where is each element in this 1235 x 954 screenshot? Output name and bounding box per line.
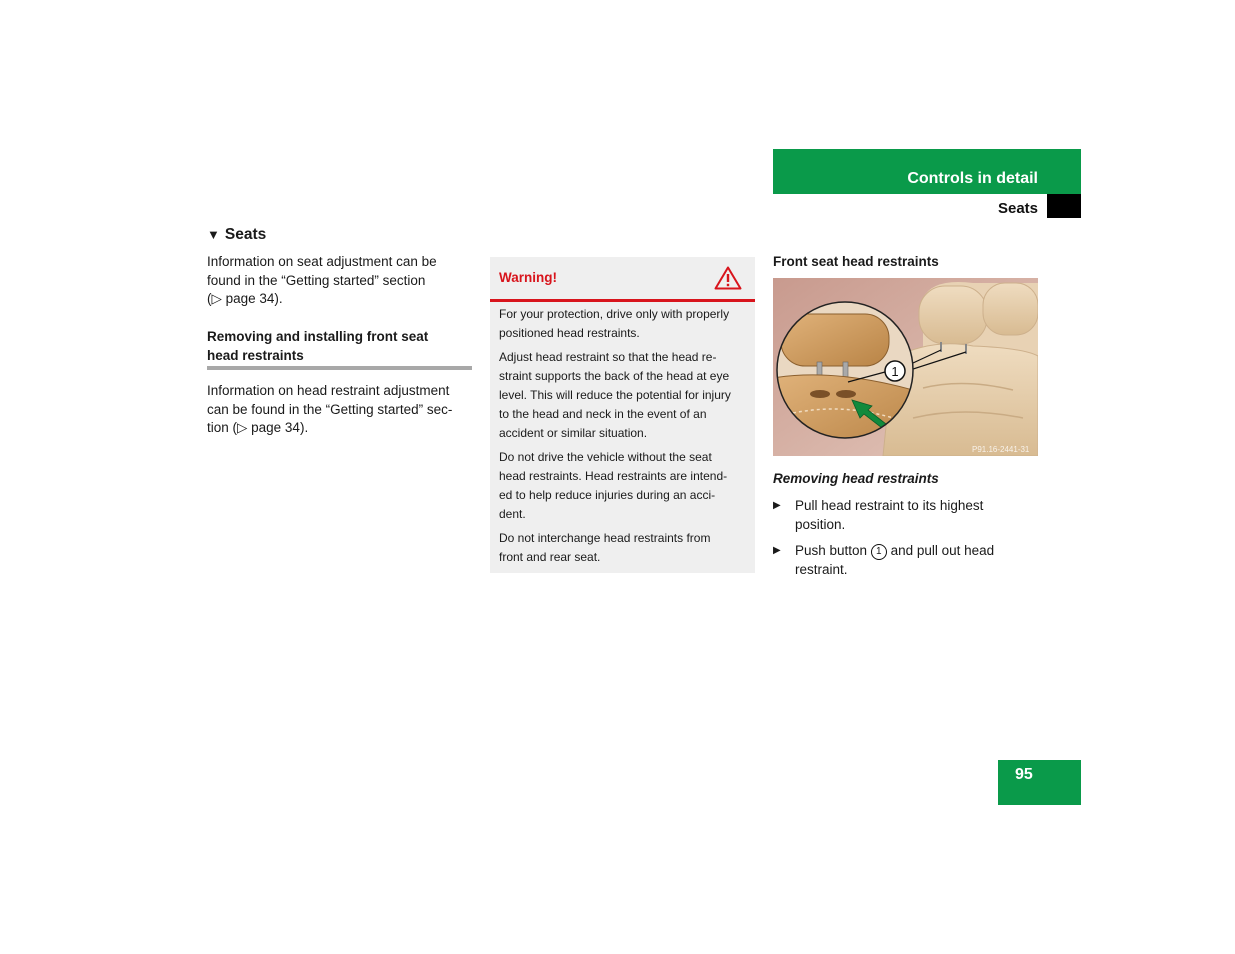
head-restraint-info-paragraph: Information on head restraint adjustment can be found in the “Getting started” sec- tion (▷ page 34). — [207, 382, 452, 438]
warning-triangle-icon — [714, 266, 742, 290]
page-reference-link[interactable]: (▷ page 34). — [207, 291, 283, 306]
triangle-down-icon: ▼ — [207, 227, 220, 242]
section-heading — [207, 226, 266, 244]
heading-rule — [207, 366, 472, 370]
figure-code: P91.16-2441-31 — [972, 445, 1030, 454]
callout-1: 1 — [891, 364, 899, 379]
chapter-tab — [773, 149, 1081, 194]
head-restraint-illustration — [773, 278, 1038, 456]
section-tab — [773, 194, 1047, 218]
figure-title: Front seat head restraints — [773, 254, 939, 269]
warning-title: Warning! — [499, 270, 557, 285]
warning-paragraph: Do not drive the vehicle without the seat head restraints. Head restraints are intend- ed to help reduce injuries during an acci- dent. — [499, 450, 728, 521]
callout-number: 1 — [871, 544, 887, 560]
warning-paragraph: Adjust head restraint so that the head re- straint supports the back of the head at eye level. This will reduce the potential for injury to the head and neck in the event of an accident or similar situation. — [499, 350, 731, 440]
section-tab-marker — [1047, 194, 1081, 218]
subsection-heading: Removing and installing front seat head restraints — [207, 329, 429, 363]
warning-header — [490, 257, 755, 302]
warning-paragraph: For your protection, drive only with properly positioned head restraints. — [499, 307, 730, 340]
arrow-right-icon: ▶ — [773, 500, 781, 511]
arrow-right-icon: ▶ — [773, 545, 781, 556]
page-number-box — [998, 760, 1081, 805]
warning-paragraph: Do not interchange head restraints from front and rear seat. — [499, 531, 711, 564]
warning-box — [490, 257, 755, 573]
section-label: Seats — [997, 200, 1038, 217]
procedure-caption: Removing head restraints — [773, 471, 939, 486]
page-number: 95 — [1015, 766, 1033, 783]
section-heading-text: Seats — [224, 226, 267, 243]
seats-intro-paragraph: Information on seat adjustment can be found in the “Getting started” section (▷ page 34). — [207, 253, 437, 309]
page-reference-link[interactable]: tion (▷ page 34). — [207, 420, 309, 435]
chapter-title: Controls in detail — [907, 170, 1038, 187]
